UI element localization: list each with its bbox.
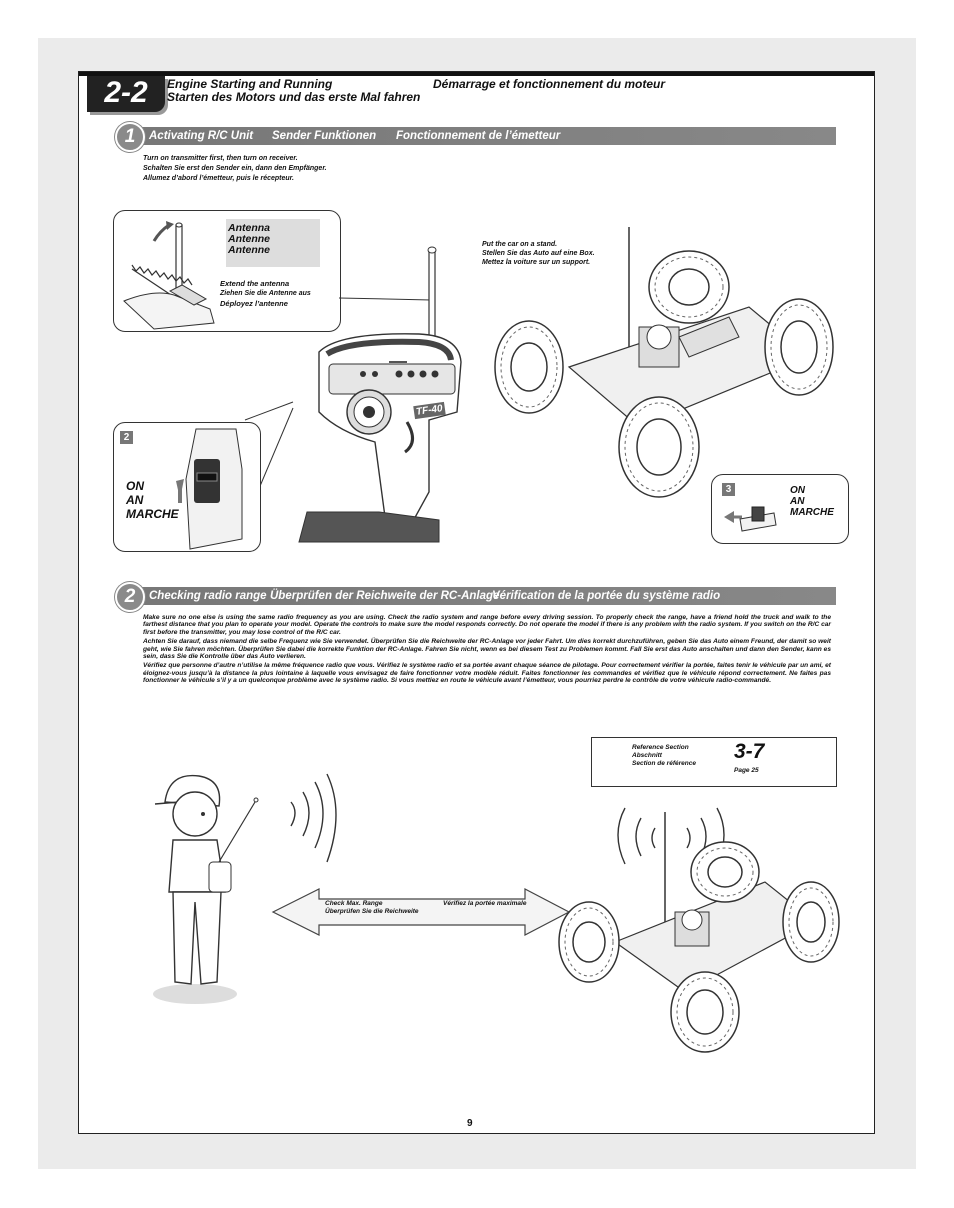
range-paragraph-en: Make sure no one else is using the same radio frequency as you are using. Check the radio system and range before every driving session. To properly check the range, have a friend hold the truck and walk to the farthest distance that you plan to operate your model. Operate the controls to make sure the model responds correctly. Do not operate the model if there is any problem with the radio system. If you switch on the R/C car first before the transmitter, you may lose control of the R/C car. (143, 614, 831, 636)
power-switch-callout (113, 422, 261, 552)
reference-label-de: Abschnitt (632, 752, 662, 759)
receiver-switch-callout (711, 474, 849, 544)
range-label-fr: Vérifiez la portée maximale (443, 900, 527, 907)
step1-title-fr: Fonctionnement de l’émetteur (396, 130, 561, 142)
range-label-de: Überprüfen Sie die Reichweite (325, 908, 419, 915)
reference-page: Page 25 (734, 767, 759, 774)
step2-title-en: Checking radio range (149, 590, 267, 602)
range-instructions (143, 614, 831, 687)
extend-de: Ziehen Sie die Antenne aus (220, 290, 311, 297)
range-paragraph-de: Achten Sie darauf, dass niemand die selbe Frequenz wie Sie verwendet. Überprüfen Sie die Reichweite der RC-Anlage vor jeder Fahrt. Um dies korrekt durchzuführen, geben Sie das Auto einem Freund, der damit so weit geht, wie Sie fahren möchten. Überprüfen Sie dabei die korrekte Funktion der RC-Anlage. Fahren Sie nicht, wenn es bei diesem Test zu Problemen kommt. Fall Sie erst das Auto anschalten und dann den Sender, kann es sein, dass Sie die Kontrolle über das Auto verlieren. (143, 638, 831, 661)
section-title-en: Engine Starting and Running (167, 77, 333, 91)
box3-marche: MARCHE (790, 507, 834, 518)
monster-truck-illustration (489, 227, 849, 507)
receiver-switch-illustration (720, 495, 780, 535)
step1-instruction-de: Schalten Sie erst den Sender ein, dann den Empfänger. (143, 165, 327, 172)
stand-en: Put the car on a stand. (482, 241, 558, 248)
power-switch-illustration (166, 429, 246, 549)
box2-marche: MARCHE (126, 507, 179, 521)
extend-en: Extend the antenna (220, 279, 290, 288)
transmitter-illustration (279, 242, 479, 572)
step1-title-en: Activating R/C Unit (149, 130, 254, 142)
step2-bar (119, 587, 836, 605)
step2-number: 2 (115, 582, 145, 612)
step1-instruction-fr: Allumez d’abord l’émetteur, puis le récepteur. (143, 175, 294, 182)
stand-de: Stellen Sie das Auto auf eine Box. (482, 250, 595, 257)
step1-title-de: Sender Funktionen (272, 130, 377, 142)
step2-title-de: Überprüfen der Reichweite der RC-Anlage (270, 590, 500, 602)
range-label-en: Check Max. Range (325, 900, 383, 907)
step1-bar (119, 127, 836, 145)
reference-section: 3-7 (734, 740, 765, 763)
step1-instruction-en: Turn on transmitter first, then turn on receiver. (143, 155, 298, 162)
antenna-label-de: Antenne (228, 233, 270, 245)
top-rule (79, 72, 874, 76)
box2-an: AN (126, 493, 144, 507)
reference-box (591, 737, 837, 787)
antenna-label-en: Antenna (228, 222, 270, 234)
section-badge: 2-2 (87, 76, 165, 112)
box2-number: 2 (120, 431, 133, 444)
box3-an: AN (790, 496, 805, 507)
antenna-closeup-illustration (114, 211, 224, 331)
monster-truck-range-illustration (555, 812, 845, 1052)
extend-fr: Déployez l’antenne (220, 299, 288, 308)
box2-on: ON (126, 479, 144, 493)
transmitter-model-label: TF-40 (413, 402, 445, 419)
step1-number: 1 (115, 122, 145, 152)
manual-page (78, 71, 875, 1134)
section-title-de: Starten des Motors und das erste Mal fahren (167, 90, 421, 104)
box3-number: 3 (722, 483, 735, 496)
box3-on: ON (790, 485, 805, 496)
stand-fr: Mettez la voiture sur un support. (482, 259, 591, 266)
signal-waves-left (279, 772, 339, 872)
antenna-label-fr: Antenne (228, 244, 270, 256)
reference-label-en: Reference Section (632, 744, 689, 751)
range-arrow (271, 887, 571, 937)
step2-title-fr: Vérification de la portée du système radio (492, 590, 721, 602)
reference-label-fr: Section de référence (632, 760, 696, 767)
range-paragraph-fr: Vérifiez que personne d’autre n’utilise la même fréquence radio que vous. Vérifiez le système radio et sa portée avant chaque séance de pilotage. Pour correctement vérifier la portée, faites tenir le véhicule par un ami, et éloignez-vous jusqu’à la distance la plus lointaine à laquelle vous envisagez de faire fonctionner votre modèle réduit. Faites fonctionner les commandes et vérifiez que le véhicule répond correctement. Ne faites pas fonctionner le véhicule s’il y a un quelconque problème avec le système radio. Si vous mettiez en route le véhicule avant l’émetteur, vous pourriez perdre le contrôle de votre véhicule radio-commandé. (143, 662, 831, 685)
section-title-fr: Démarrage et fonctionnement du moteur (433, 77, 666, 91)
page-number: 9 (467, 1118, 473, 1129)
